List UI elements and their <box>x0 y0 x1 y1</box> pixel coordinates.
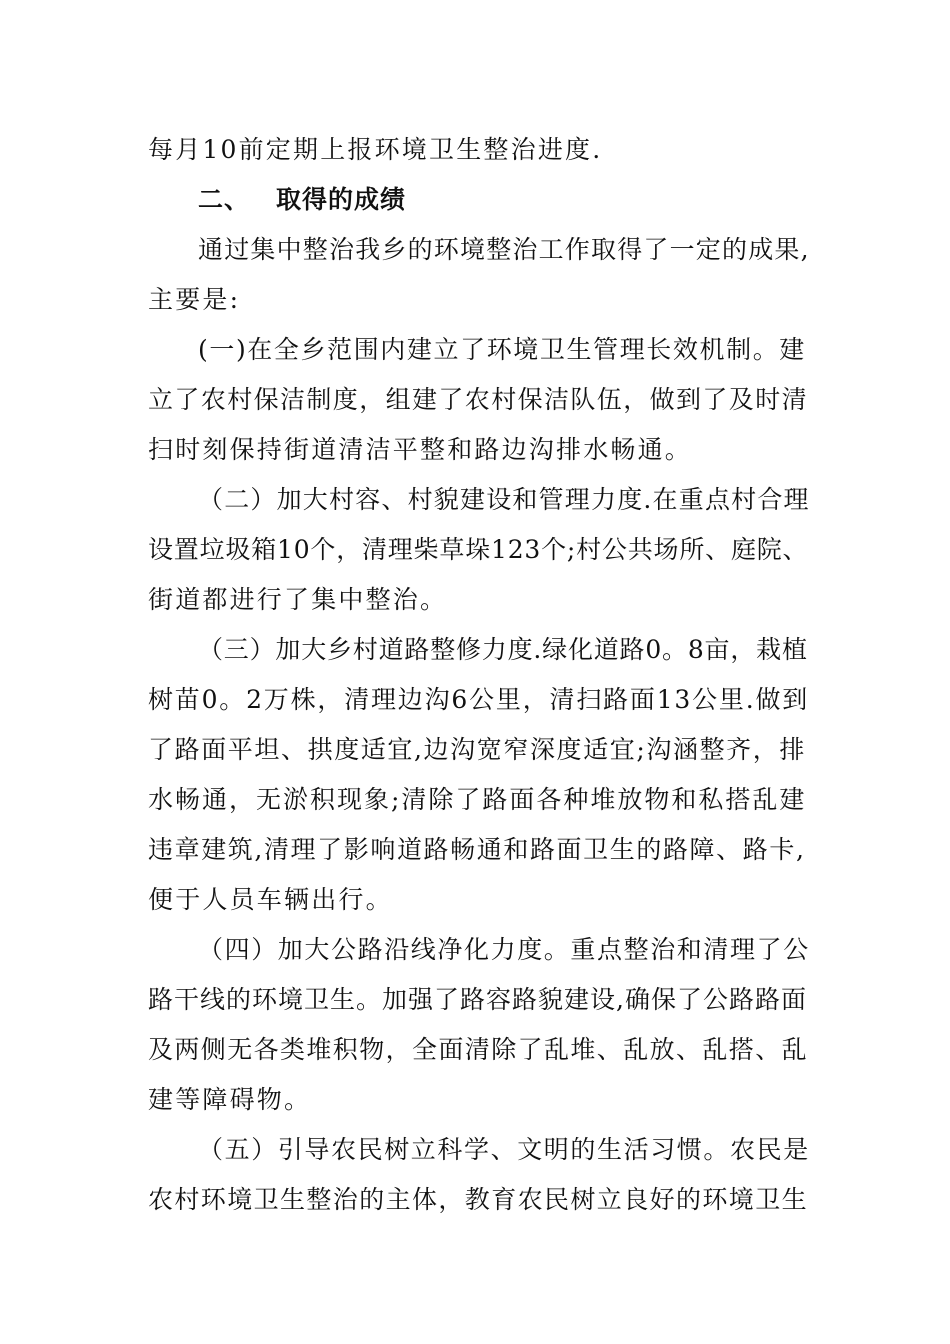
section-heading-number: 二、 <box>198 185 251 214</box>
paragraph-line: 每月10前定期上报环境卫生整治进度. <box>148 135 603 164</box>
paragraph-line: （二）加大村容、村貌建设和管理力度.在重点村合理 <box>198 485 810 514</box>
paragraph-line: 了路面平坦、拱度适宜,边沟宽窄深度适宜;沟涵整齐，排 <box>148 735 806 764</box>
paragraph-line: (一)在全乡范围内建立了环境卫生管理长效机制。建 <box>198 335 806 364</box>
paragraph-line: 建等障碍物。 <box>148 1085 312 1114</box>
paragraph-line: 扫时刻保持街道清洁平整和路边沟排水畅通。 <box>148 435 693 464</box>
paragraph-line: （四）加大公路沿线净化力度。重点整治和清理了公 <box>198 935 810 964</box>
paragraph-line: 立了农村保洁制度，组建了农村保洁队伍，做到了及时清 <box>148 385 809 414</box>
paragraph-line: 路干线的环境卫生。加强了路容路貌建设,确保了公路路面 <box>148 985 807 1014</box>
paragraph-line: 水畅通，无淤积现象;清除了路面各种堆放物和私搭乱建 <box>148 785 807 814</box>
paragraph-line: 农村环境卫生整治的主体，教育农民树立良好的环境卫生 <box>148 1185 809 1214</box>
paragraph-line: 树苗0。2万株，清理边沟6公里，清扫路面13公里.做到 <box>148 685 810 714</box>
paragraph-line: 及两侧无各类堆积物，全面清除了乱堆、乱放、乱搭、乱 <box>148 1035 809 1064</box>
section-heading <box>198 180 406 220</box>
paragraph-line: 设置垃圾箱10个，清理柴草垛123个;村公共场所、庭院、 <box>148 535 809 564</box>
paragraph-line: 街道都进行了集中整治。 <box>148 585 448 614</box>
paragraph-line: （三）加大乡村道路整修力度.绿化道路0。8亩，栽植 <box>198 635 808 664</box>
paragraph-line: 违章建筑,清理了影响道路畅通和路面卫生的路障、路卡, <box>148 835 806 864</box>
paragraph-line: 便于人员车辆出行。 <box>148 885 393 914</box>
paragraph-line: （五）引导农民树立科学、文明的生活习惯。农民是 <box>198 1135 810 1164</box>
section-heading-title: 取得的成绩 <box>276 185 407 214</box>
paragraph-line: 通过集中整治我乡的环境整治工作取得了一定的成果, <box>198 235 810 264</box>
paragraph-line: 主要是: <box>148 285 241 314</box>
